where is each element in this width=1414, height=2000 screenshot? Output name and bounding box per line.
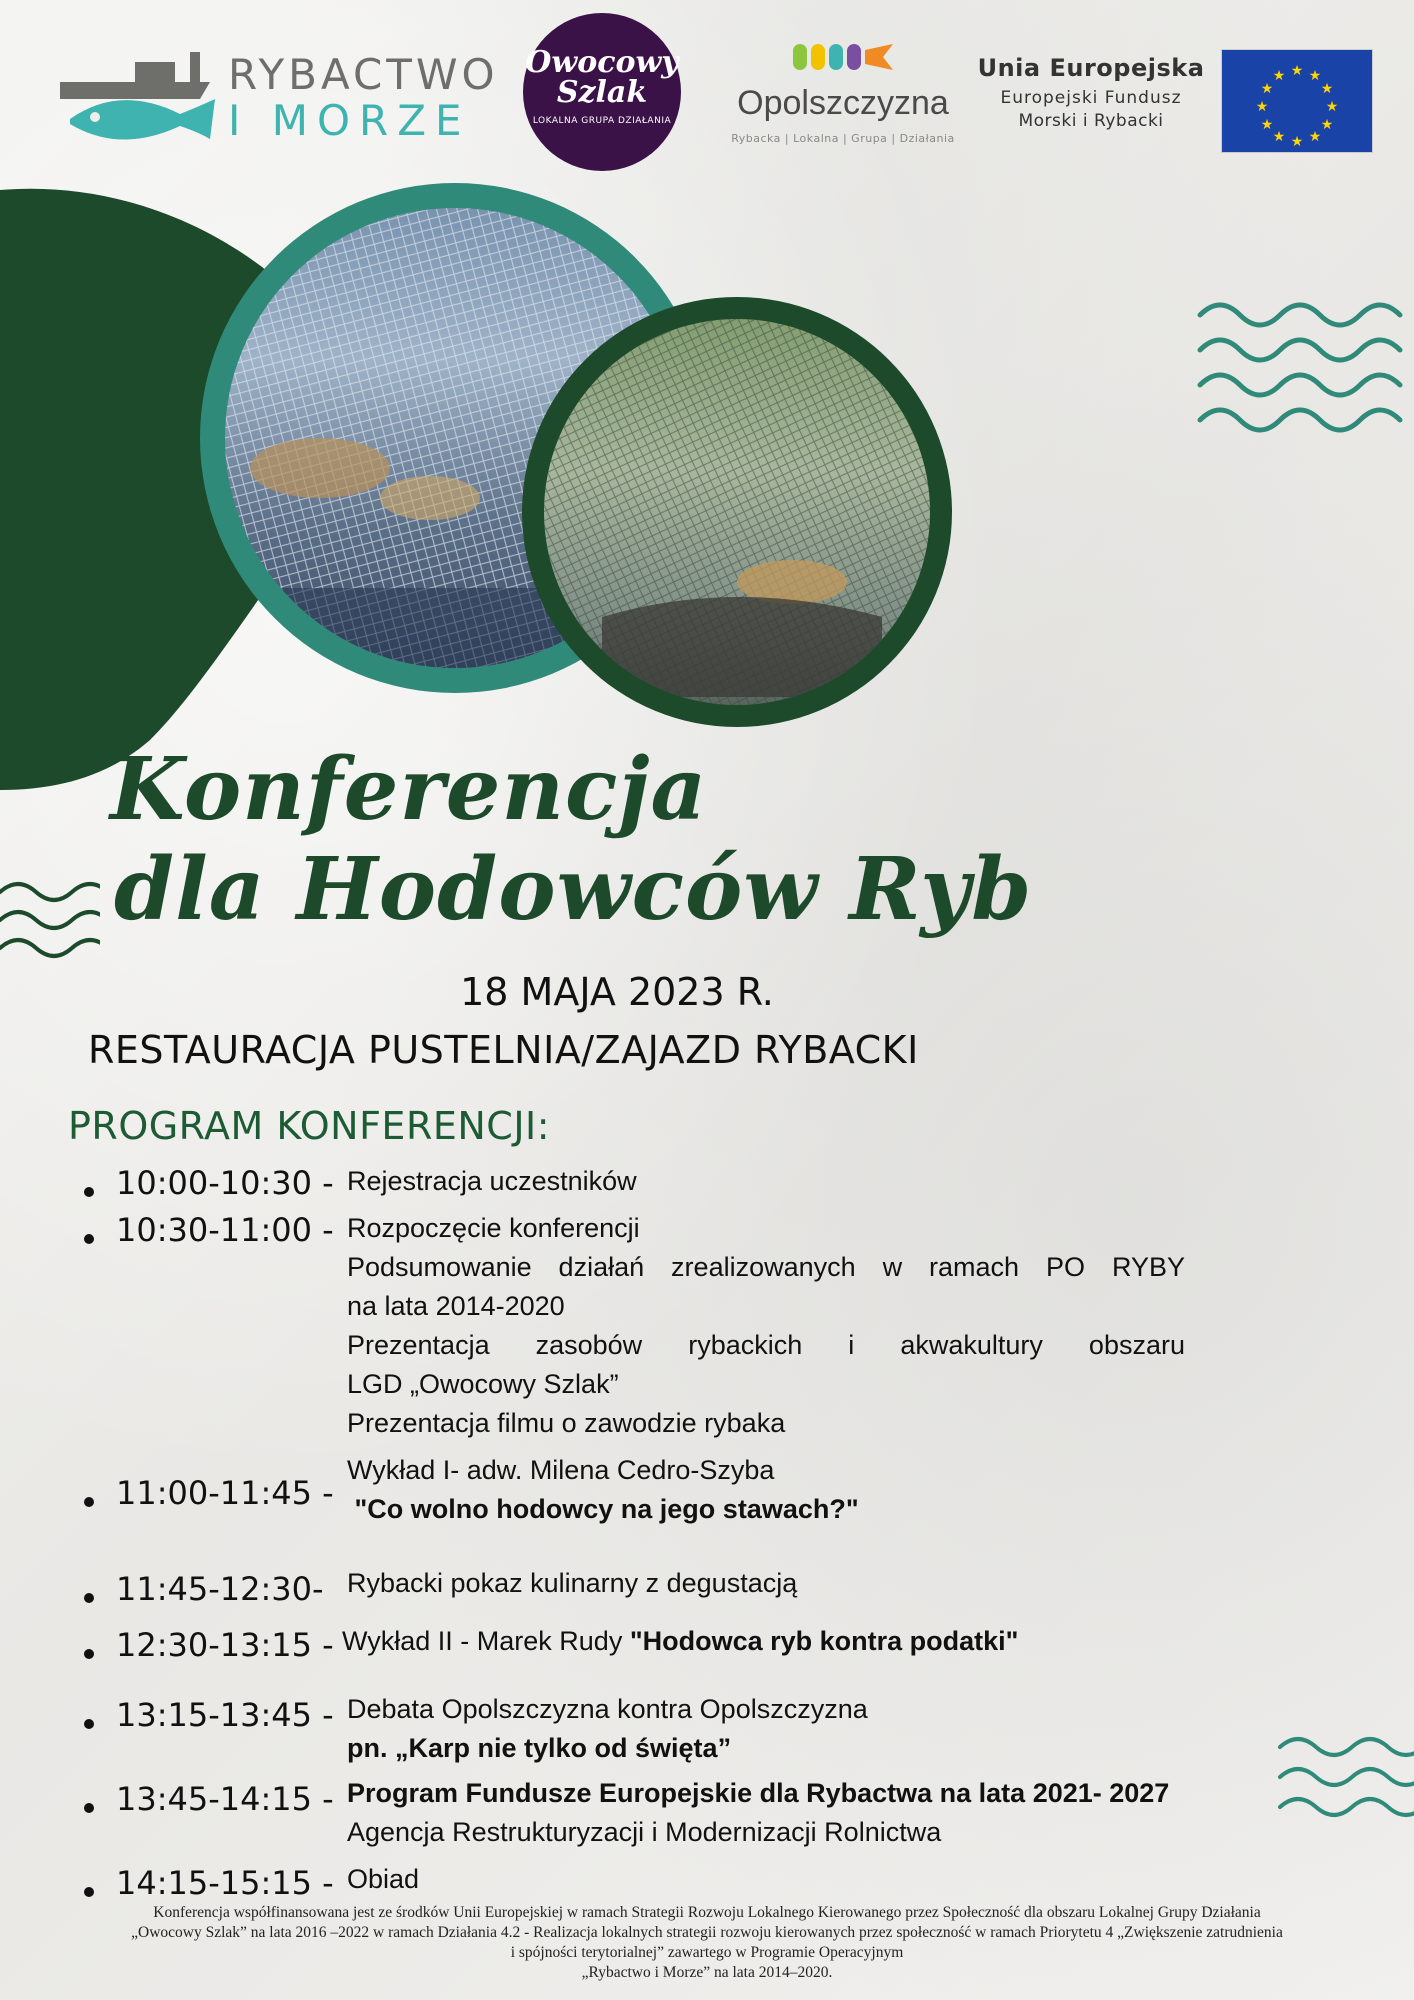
eu-flag-icon — [1222, 50, 1372, 152]
eu-title: Unia Europejska — [977, 54, 1205, 82]
wave-decoration-right-bottom — [1275, 1725, 1414, 1835]
opolszczyzna-sub: Rybacka | Lokalna | Grupa | Działania — [731, 132, 955, 145]
funding-footnote — [30, 1903, 1384, 1983]
svg-text:★: ★ — [1272, 129, 1286, 145]
page-title — [110, 740, 1032, 940]
agenda-desc — [342, 1622, 1180, 1661]
event-venue: RESTAURACJA PUSTELNIA/ZAJAZD RYBACKI — [88, 1028, 919, 1072]
bullet-icon — [84, 1887, 94, 1897]
owocowy-logo-line1: Owocowy — [525, 45, 679, 80]
agenda-desc — [347, 1162, 1185, 1201]
wave-decoration-left — [0, 870, 100, 970]
eu-line2: Europejski Fundusz — [1000, 88, 1182, 108]
photo-circle-small — [522, 297, 952, 727]
footer-line: Konferencja współfinansowana jest ze środków Unii Europejskiej w ramach Strategii Rozwoju Lokalnego Kierowanego przez Społeczność dla obszaru Lokalnej Grupy Działania — [153, 1904, 1261, 1921]
agenda-desc — [347, 1774, 1185, 1852]
agenda-time: 13:15-13:45 - — [116, 1696, 334, 1734]
agenda-desc — [347, 1564, 1185, 1603]
agenda-desc — [347, 1451, 1185, 1529]
agenda-line — [342, 1622, 1180, 1661]
footer-line: „Rybactwo i Morze” na lata 2014–2020. — [581, 1964, 833, 1981]
agenda-line: Obiad — [347, 1864, 420, 1894]
svg-text:★: ★ — [1325, 99, 1339, 115]
opolszczyzna-logo — [728, 40, 958, 150]
svg-text:★: ★ — [1308, 68, 1322, 84]
program-heading: PROGRAM KONFERENCJI: — [68, 1104, 551, 1148]
bullet-icon — [84, 1803, 94, 1813]
agenda-line: Agencja Restrukturyzacji i Modernizacji Rolnictwa — [347, 1817, 942, 1847]
svg-text:★: ★ — [1272, 68, 1286, 84]
agenda-time: 11:00-11:45 - — [116, 1474, 334, 1512]
opolszczyzna-name: Opolszczyzna — [737, 84, 949, 122]
rybactwo-line1: RYBACTWO — [228, 50, 499, 99]
agenda-line: na lata 2014-2020 — [347, 1291, 565, 1321]
title-line2: dla Hodowców Ryb — [114, 839, 1033, 940]
owocowy-logo-line2: Szlak — [556, 75, 648, 110]
agenda-time: 10:30-11:00 - — [116, 1211, 334, 1249]
agenda-desc — [347, 1209, 1185, 1443]
agenda-bold-text: "Hodowca ryb kontra podatki" — [629, 1626, 1019, 1656]
agenda-line: Rozpoczęcie konferencji — [347, 1213, 640, 1243]
svg-text:★: ★ — [1290, 63, 1304, 79]
eu-logo-text — [968, 54, 1214, 131]
agenda-line: Rejestracja uczestników — [347, 1166, 637, 1196]
agenda-time: 10:00-10:30 - — [116, 1164, 334, 1202]
agenda-time: 14:15-15:15 - — [116, 1864, 334, 1902]
bullet-icon — [84, 1593, 94, 1603]
agenda-line: LGD „Owocowy Szlak” — [347, 1369, 619, 1399]
bullet-icon — [84, 1187, 94, 1197]
agenda-line: Podsumowanie działań zrealizowanych w ramach PO RYBY — [347, 1252, 1185, 1282]
bullet-icon — [84, 1497, 94, 1507]
footer-line: „Owocowy Szlak” na lata 2016 –2022 w ramach Działania 4.2 - Realizacja lokalnych strategii rozwoju kierowanych przez społeczność w ramach Priorytetu 4 „Zwiększenie zatrudnienia — [131, 1924, 1283, 1941]
agenda-time: 11:45-12:30- — [116, 1570, 324, 1608]
eu-stars-icon — [1222, 50, 1372, 152]
svg-text:★: ★ — [1308, 129, 1322, 145]
bullet-icon — [84, 1234, 94, 1244]
rybactwo-line2: I MORZE — [228, 96, 471, 145]
event-date-text: 18 MAJA 2023 R. — [460, 970, 774, 1014]
agenda-line: Prezentacja filmu o zawodzie rybaka — [347, 1408, 786, 1438]
agenda-line: Wykład I- adw. Milena Cedro-Szyba — [347, 1455, 775, 1485]
footer-line: i spójności terytorialnej” zawartego w Programie Operacyjnym — [510, 1944, 904, 1961]
eu-line3: Morski i Rybacki — [1018, 111, 1164, 131]
agenda-bold-line: pn. „Karp nie tylko od święta” — [347, 1733, 732, 1763]
svg-text:★: ★ — [1320, 117, 1334, 133]
agenda-line: Prezentacja zasobów rybackich i akwakultury obszaru — [347, 1330, 1185, 1360]
agenda-line: Debata Opolszczyzna kontra Opolszczyzna — [347, 1694, 868, 1724]
agenda-bold-line: "Co wolno hodowcy na jego stawach?" — [347, 1494, 859, 1524]
svg-text:★: ★ — [1290, 134, 1304, 150]
agenda-text: Wykład II - Marek Rudy — [342, 1626, 630, 1656]
svg-text:★: ★ — [1320, 81, 1334, 97]
agenda-bold-line: Program Fundusze Europejskie dla Rybactwa na lata 2021- 2027 — [347, 1778, 1170, 1808]
agenda-line: Rybacki pokaz kulinarny z degustacją — [347, 1568, 798, 1598]
agenda-time: 13:45-14:15 - — [116, 1780, 334, 1818]
owocowy-logo-sub: LOKALNA GRUPA DZIAŁANIA — [532, 116, 672, 126]
svg-text:★: ★ — [1255, 99, 1269, 115]
agenda-desc — [347, 1690, 1185, 1768]
wave-decoration-right-top — [1195, 270, 1414, 440]
owocowy-szlak-logo — [523, 13, 681, 171]
svg-text:★: ★ — [1260, 81, 1274, 97]
bullet-icon — [84, 1649, 94, 1659]
svg-text:★: ★ — [1260, 117, 1274, 133]
opolszczyzna-fish-icon — [783, 40, 903, 80]
agenda-time: 12:30-13:15 - — [116, 1626, 334, 1664]
agenda-desc — [347, 1860, 1185, 1899]
title-line1: Konferencja — [110, 739, 708, 840]
rybactwo-logo-text — [228, 52, 499, 144]
event-date — [0, 970, 1414, 1014]
bullet-icon — [84, 1719, 94, 1729]
rybactwo-fish-boat-icon — [50, 44, 220, 144]
